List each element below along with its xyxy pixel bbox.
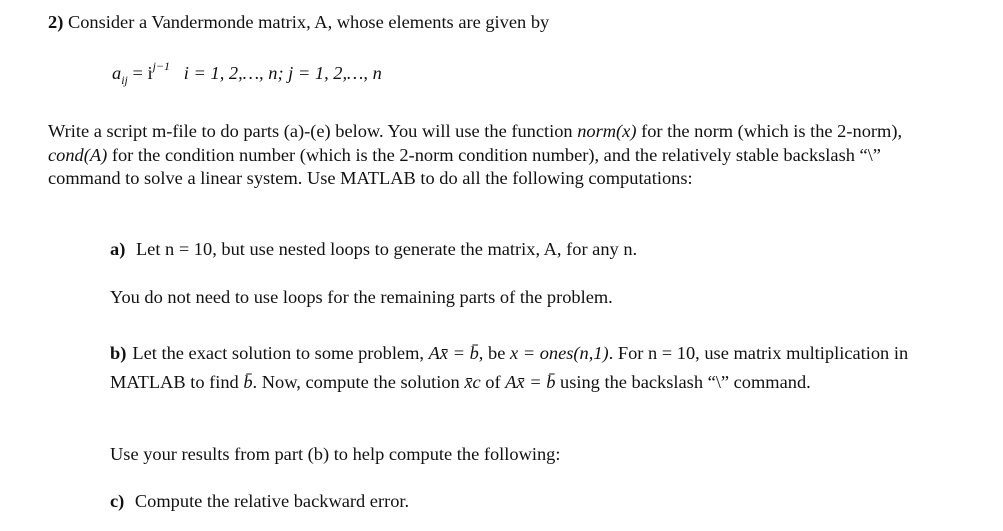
part-c-text: Compute the relative backward error. — [134, 491, 410, 511]
question-number: 2) — [48, 12, 64, 32]
part-b-xc: x̄c — [464, 372, 481, 392]
part-b-text-5: of — [480, 372, 506, 392]
part-a-text: Let n = 10, but use nested loops to generate the matrix, A, for any n. — [135, 239, 638, 259]
formula-exponent: j−1 — [152, 59, 170, 73]
intro-paragraph — [48, 120, 948, 191]
part-c — [110, 491, 409, 512]
part-b — [110, 339, 930, 397]
intro-text-3: for the condition number (which is the 2-norm condition number), and the relatively stable backslash “\” command to solve a linear system. Use MATLAB to do all the following computations: — [48, 144, 881, 189]
question-heading — [48, 12, 549, 33]
part-b-equation-2: Ax̄ = b̄ — [505, 372, 556, 392]
part-b-equation-1: Ax̄ = b̄ — [428, 343, 479, 363]
intro-text-2: for the norm (which is the 2-norm), — [636, 121, 903, 141]
vandermonde-formula — [112, 61, 382, 88]
formula-indices: i = 1, 2,…, n; j = 1, 2,…, n — [183, 63, 382, 84]
part-b-b-vector: b̄ — [243, 372, 253, 392]
loop-note: You do not need to use loops for the remaining parts of the problem. — [110, 287, 613, 307]
cond-function: cond(A) — [48, 144, 108, 165]
formula-lhs-subscript: ij — [121, 72, 128, 87]
use-results-note: Use your results from part (b) to help compute the following: — [110, 444, 561, 464]
part-a — [110, 239, 637, 260]
part-c-label: c) — [110, 491, 125, 511]
part-b-label: b) — [110, 343, 127, 363]
part-b-text-3: . For n = 10, use matrix multiplication in MATLAB to find — [110, 343, 909, 392]
question-title: Consider a Vandermonde matrix, A, whose elements are given by — [67, 12, 550, 32]
part-b-text-2: , be — [478, 343, 510, 363]
part-a-label: a) — [110, 239, 126, 259]
part-b-text-1: Let the exact solution to some problem, — [132, 343, 429, 363]
formula-lhs: a — [112, 63, 122, 84]
part-b-text-6: using the backslash “\” command. — [555, 372, 811, 392]
intro-text-1: Write a script m-file to do parts (a)-(e) below. You will use the function — [48, 121, 578, 141]
part-b-text-4: . Now, compute the solution — [252, 372, 465, 392]
part-b-ones-expr: x = ones(n,1) — [509, 343, 609, 363]
norm-function: norm(x) — [577, 121, 637, 141]
formula-equals: = i — [127, 63, 153, 84]
